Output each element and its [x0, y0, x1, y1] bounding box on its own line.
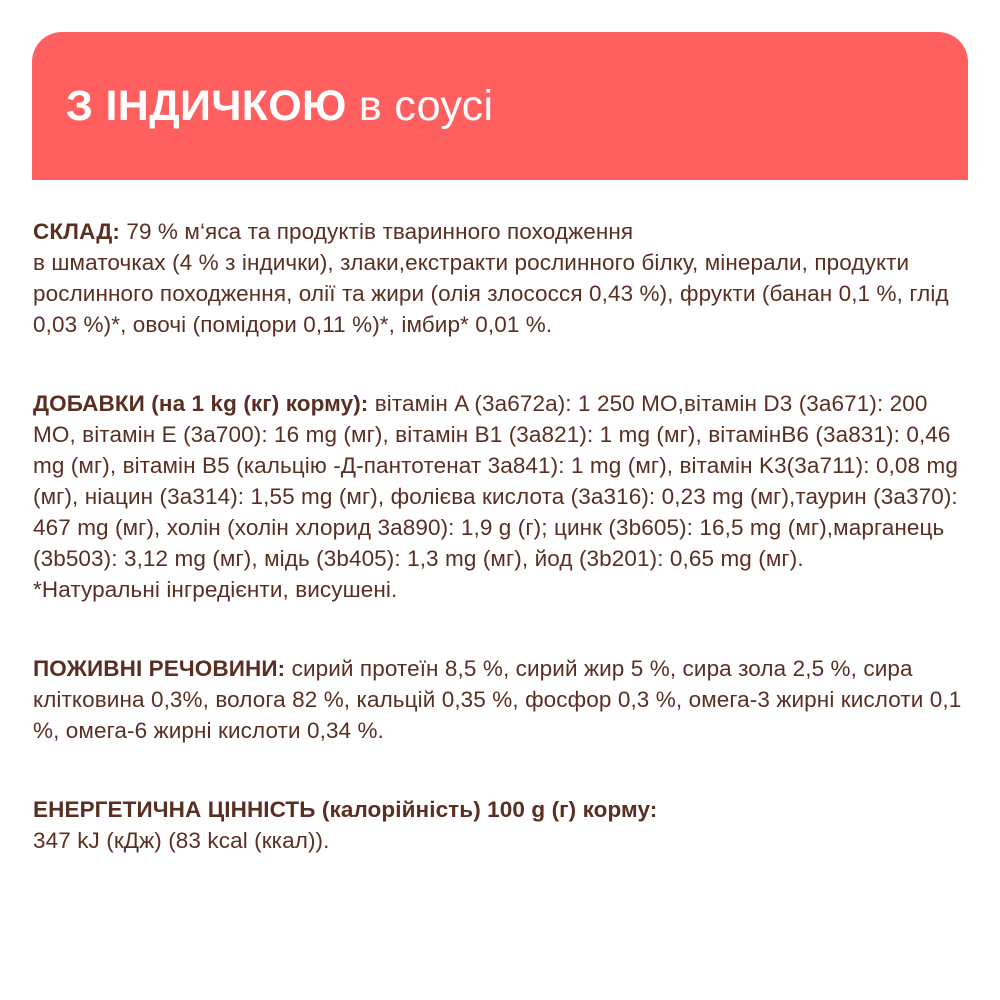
- product-title-bold: З ІНДИЧКОЮ: [66, 81, 347, 130]
- composition-section: [33, 216, 973, 340]
- product-title: [66, 81, 494, 130]
- additives-heading: ДОБАВКИ (на 1 kg (кг) корму):: [33, 391, 369, 416]
- composition-first-line: 79 % м‘яса та продуктів тваринного походження: [119, 219, 634, 244]
- energy-heading: ЕНЕРГЕТИЧНА ЦІННІСТЬ (калорійність) 100 g (г) корму:: [33, 797, 658, 822]
- product-info: [33, 216, 973, 856]
- nutrients-section: [33, 653, 973, 746]
- additives-text: вітамін A (3a672a): 1 250 МО,вітамін D3 (3a671): 200 МО, вітамін E (3a700): 16 mg (мг), вітамін B1 (3a821): 1 mg (мг), вітамінB6 (3a831): 0,46 mg (мг), вітамін B5 (кальцію -Д-пантотенат 3a841): 1 mg (мг), вітамін K3(3a711): 0,08 mg (мг), ніацин (3a314): 1,55 mg (мг), фолієва кислота (3a316): 0,23 mg (мг),таурин (3a370): 467 mg (мг), холін (холін хлорид 3a890): 1,9 g (г); цинк (3b605): 16,5 mg (мг),марганець (3b503): 3,12 mg (мг), мідь (3b405): 1,3 mg (мг), йод (3b201): 0,65 mg (мг).: [33, 391, 958, 571]
- nutrients-text: сирий протеїн 8,5 %, сирий жир 5 %, сира зола 2,5 %, сира клітковина 0,3%, волога 82 %, кальцій 0,35 %, фосфор 0,3 %, омега-3 жирні кислоти 0,1 %, омега-6 жирні кислоти 0,34 %.: [33, 656, 962, 743]
- nutrients-heading: ПОЖИВНІ РЕЧОВИНИ:: [33, 656, 286, 681]
- title-banner: [32, 32, 968, 180]
- composition-text: в шматочках (4 % з індички), злаки,екстракти рослинного білку, мінерали, продукти рослинного походження, олії та жири (олія злососся 0,43 %), фрукти (банан 0,1 %, глід 0,03 %)*, овочі (помідори 0,11 %)*, імбир* 0,01 %.: [33, 250, 949, 337]
- energy-section: [33, 794, 973, 856]
- product-title-regular: в соусі: [346, 81, 494, 130]
- composition-heading: СКЛАД:: [33, 219, 120, 244]
- energy-text: 347 kJ (кДж) (83 kcal (ккал)).: [33, 828, 330, 853]
- additives-section: [33, 388, 973, 605]
- additives-footnote: *Натуральні інгредієнти, висушені.: [33, 577, 398, 602]
